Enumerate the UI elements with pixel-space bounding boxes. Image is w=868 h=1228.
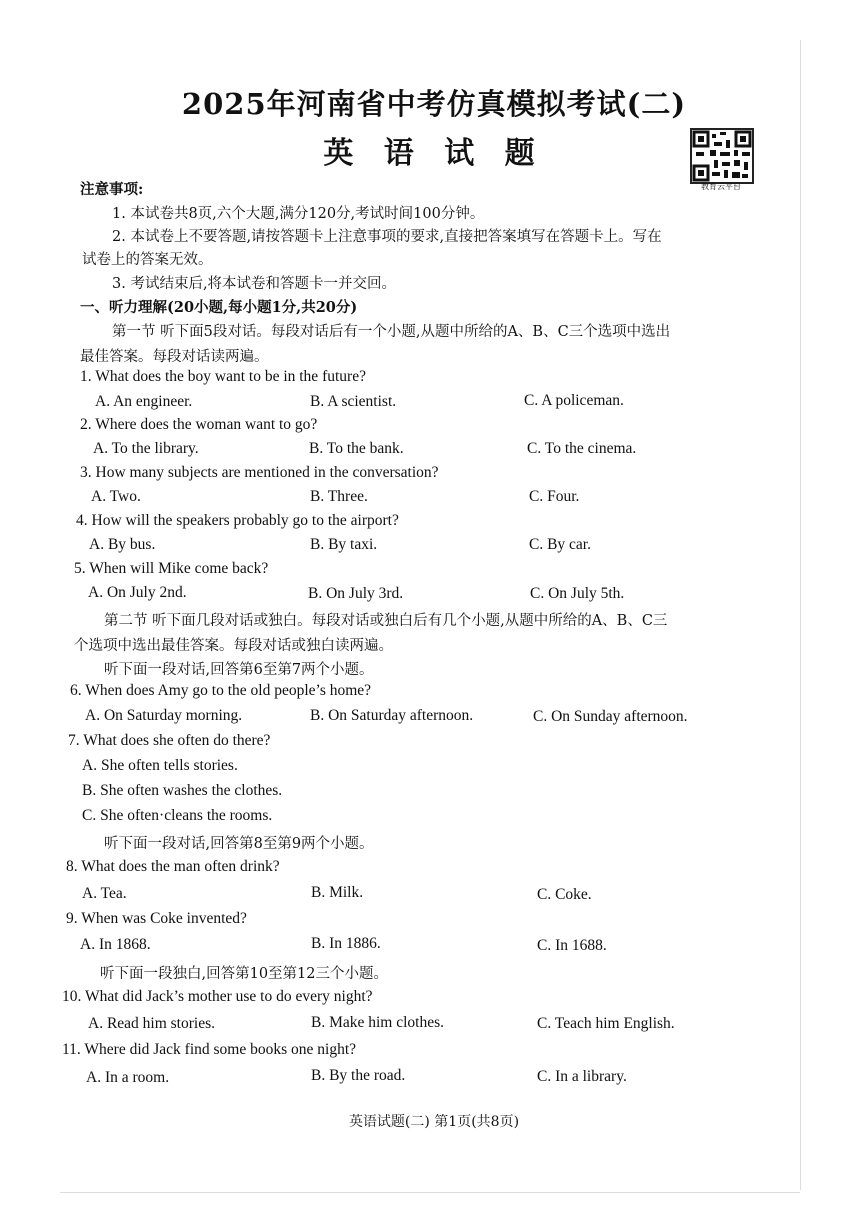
part2-instructions-cont: 个选项中选出最佳答案。每段对话或独白读两遍。 — [74, 638, 393, 654]
dialogue-instruction: 听下面一段对话,回答第6至第7两个小题。 — [104, 662, 374, 678]
option-a: A. To the library. — [93, 440, 199, 457]
option-c: C. She often·cleans the rooms. — [82, 807, 273, 824]
option-c: C. On July 5th. — [530, 585, 625, 602]
option-b: B. By the road. — [311, 1067, 406, 1084]
part1-instructions-cont: 最佳答案。每段对话读两遍。 — [80, 349, 269, 365]
page-edge-right — [800, 40, 801, 1190]
question: 9. When was Coke invented? — [66, 910, 247, 927]
question: 6. When does Amy go to the old people’s home? — [70, 682, 372, 699]
option-a: A. An engineer. — [95, 393, 193, 410]
option-a: A. Tea. — [82, 885, 127, 902]
option-a: A. In 1868. — [80, 936, 151, 953]
note-item: 试卷上的答案无效。 — [82, 252, 213, 268]
option-c: C. In 1688. — [537, 937, 607, 954]
notes-heading: 注意事项: — [80, 181, 144, 198]
page-edge-bottom — [60, 1192, 800, 1193]
question: 3. How many subjects are mentioned in the conversation? — [80, 464, 439, 481]
option-a: A. On Saturday morning. — [85, 707, 243, 724]
option-b: B. On July 3rd. — [308, 585, 404, 602]
option-a: A. By bus. — [89, 536, 156, 553]
option-a: A. On July 2nd. — [88, 584, 187, 601]
option-a: A. Two. — [91, 488, 141, 505]
dialogue-instruction: 听下面一段对话,回答第8至第9两个小题。 — [104, 836, 374, 852]
subject-title: 英 语 试 题 — [323, 136, 545, 171]
option-b: B. Make him clothes. — [311, 1014, 445, 1031]
part2-instructions: 第二节 听下面几段对话或独白。每段对话或独白后有几个小题,从题中所给的A、B、C三 — [104, 613, 668, 629]
monologue-instruction: 听下面一段独白,回答第10至第12三个小题。 — [100, 966, 389, 982]
option-a: A. Read him stories. — [88, 1015, 215, 1032]
question: 11. Where did Jack find some books one night? — [62, 1041, 357, 1058]
option-c: C. A policeman. — [524, 392, 624, 409]
option-c: C. Coke. — [537, 886, 592, 903]
option-b: B. In 1886. — [311, 935, 381, 952]
option-c: C. To the cinema. — [527, 440, 637, 457]
option-c: C. Four. — [529, 488, 580, 505]
option-c: C. Teach him English. — [537, 1015, 675, 1032]
option-a: A. In a room. — [86, 1069, 170, 1086]
option-b: B. She often washes the clothes. — [82, 782, 283, 799]
option-c: C. By car. — [529, 536, 591, 553]
option-c: C. On Sunday afternoon. — [533, 708, 688, 725]
part1-instructions: 第一节 听下面5段对话。每段对话后有一个小题,从题中所给的A、B、C三个选项中选出 — [112, 324, 671, 340]
option-b: B. Three. — [310, 488, 368, 505]
exam-title: 2025年河南省中考仿真模拟考试(二) — [181, 87, 687, 121]
option-b: B. By taxi. — [310, 536, 378, 553]
option-b: B. To the bank. — [309, 440, 404, 457]
note-item: 2. 本试卷上不要答题,请按答题卡上注意事项的要求,直接把答案填写在答题卡上。写在 — [112, 229, 662, 245]
question: 2. Where does the woman want to go? — [80, 416, 318, 433]
option-c: C. In a library. — [537, 1068, 627, 1085]
page-footer: 英语试题(二) 第1页(共8页) — [348, 1114, 520, 1130]
note-item: 1. 本试卷共8页,六个大题,满分120分,考试时间100分钟。 — [112, 206, 485, 222]
question: 10. What did Jack’s mother use to do every night? — [62, 988, 373, 1005]
qr-code-icon — [690, 128, 754, 184]
option-a: A. She often tells stories. — [82, 757, 238, 774]
qr-caption: 教育云平台 — [701, 182, 741, 191]
question: 5. When will Mike come back? — [74, 560, 269, 577]
note-item: 3. 考试结束后,将本试卷和答题卡一并交回。 — [112, 276, 397, 292]
question: 1. What does the boy want to be in the future? — [80, 368, 366, 385]
option-b: B. On Saturday afternoon. — [310, 707, 474, 724]
section-heading: 一、听力理解(20小题,每小题1分,共20分) — [80, 299, 358, 316]
option-b: B. A scientist. — [310, 393, 397, 410]
question: 4. How will the speakers probably go to the airport? — [76, 512, 399, 529]
question: 7. What does she often do there? — [68, 732, 271, 749]
question: 8. What does the man often drink? — [66, 858, 280, 875]
option-b: B. Milk. — [311, 884, 364, 901]
